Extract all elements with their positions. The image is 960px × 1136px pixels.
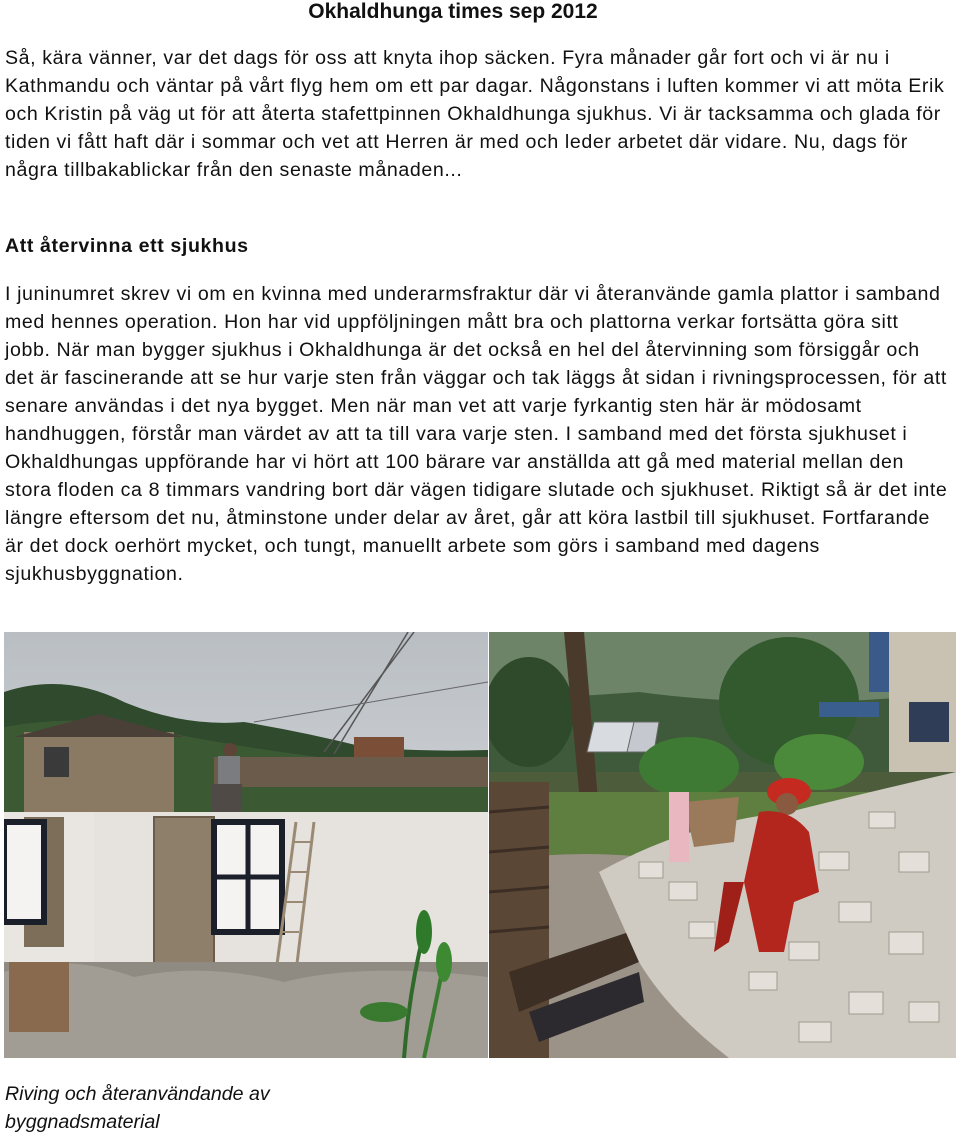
photo-caption: Riving och återanvändande av byggnadsmaterial xyxy=(5,1083,270,1133)
stone-sorting-photo xyxy=(489,632,956,1058)
intro-paragraph: Så, kära vänner, var det dags för oss att knyta ihop säcken. Fyra månader går fort och vi är nu i Kathmandu och väntar på vårt flyg hem om ett par dagar. Någonstans i luften kommer vi att möta Erik och Kristin på väg ut för att återta stafettpinnen Okhaldhunga sjukhus. Vi är tacksamma och glada för tiden vi fått haft där i sommar och vet att Herren är med och leder arbetet där vidare. Nu, dags för några tillbakablickar från den senaste månaden... xyxy=(5,47,945,181)
body-paragraph: I juninumret skrev vi om en kvinna med underarmsfraktur där vi återanvände gamla plattor i samband med hennes operation. Hon har vid uppföljningen mått bra och plattorna verkar fortsätta göra sitt jobb. När man bygger sjukhus i Okhaldhunga är det också en hel del återvinning som försiggår och det är fascinerande att se hur varje sten från väggar och tak läggs åt sidan i rivningsprocessen, för att senare användas i det nya bygget. Men när man vet att varje fyrkantig sten här är mödosamt handhuggen, förstår man värdet av att ta till vara varje sten. I samband med det första sjukhuset i Okhaldhungas uppförande har vi hört att 100 bärare var anställda att gå med material mellan den stora floden ca 8 timmars vandring bort där vägen tidigare slutade och sjukhuset. Riktigt så är det inte längre eftersom det nu, åtminstone under delar av året, går att köra lastbil till sjukhuset. Fortfarande är det dock oerhört mycket, och tungt, manuellt arbete som görs i samband med dagens sjukhusbyggnation. xyxy=(5,283,948,585)
demolition-photo xyxy=(4,632,488,1058)
page-title: Okhaldhunga times sep 2012 xyxy=(308,0,598,23)
section-heading: Att återvinna ett sjukhus xyxy=(5,235,249,257)
